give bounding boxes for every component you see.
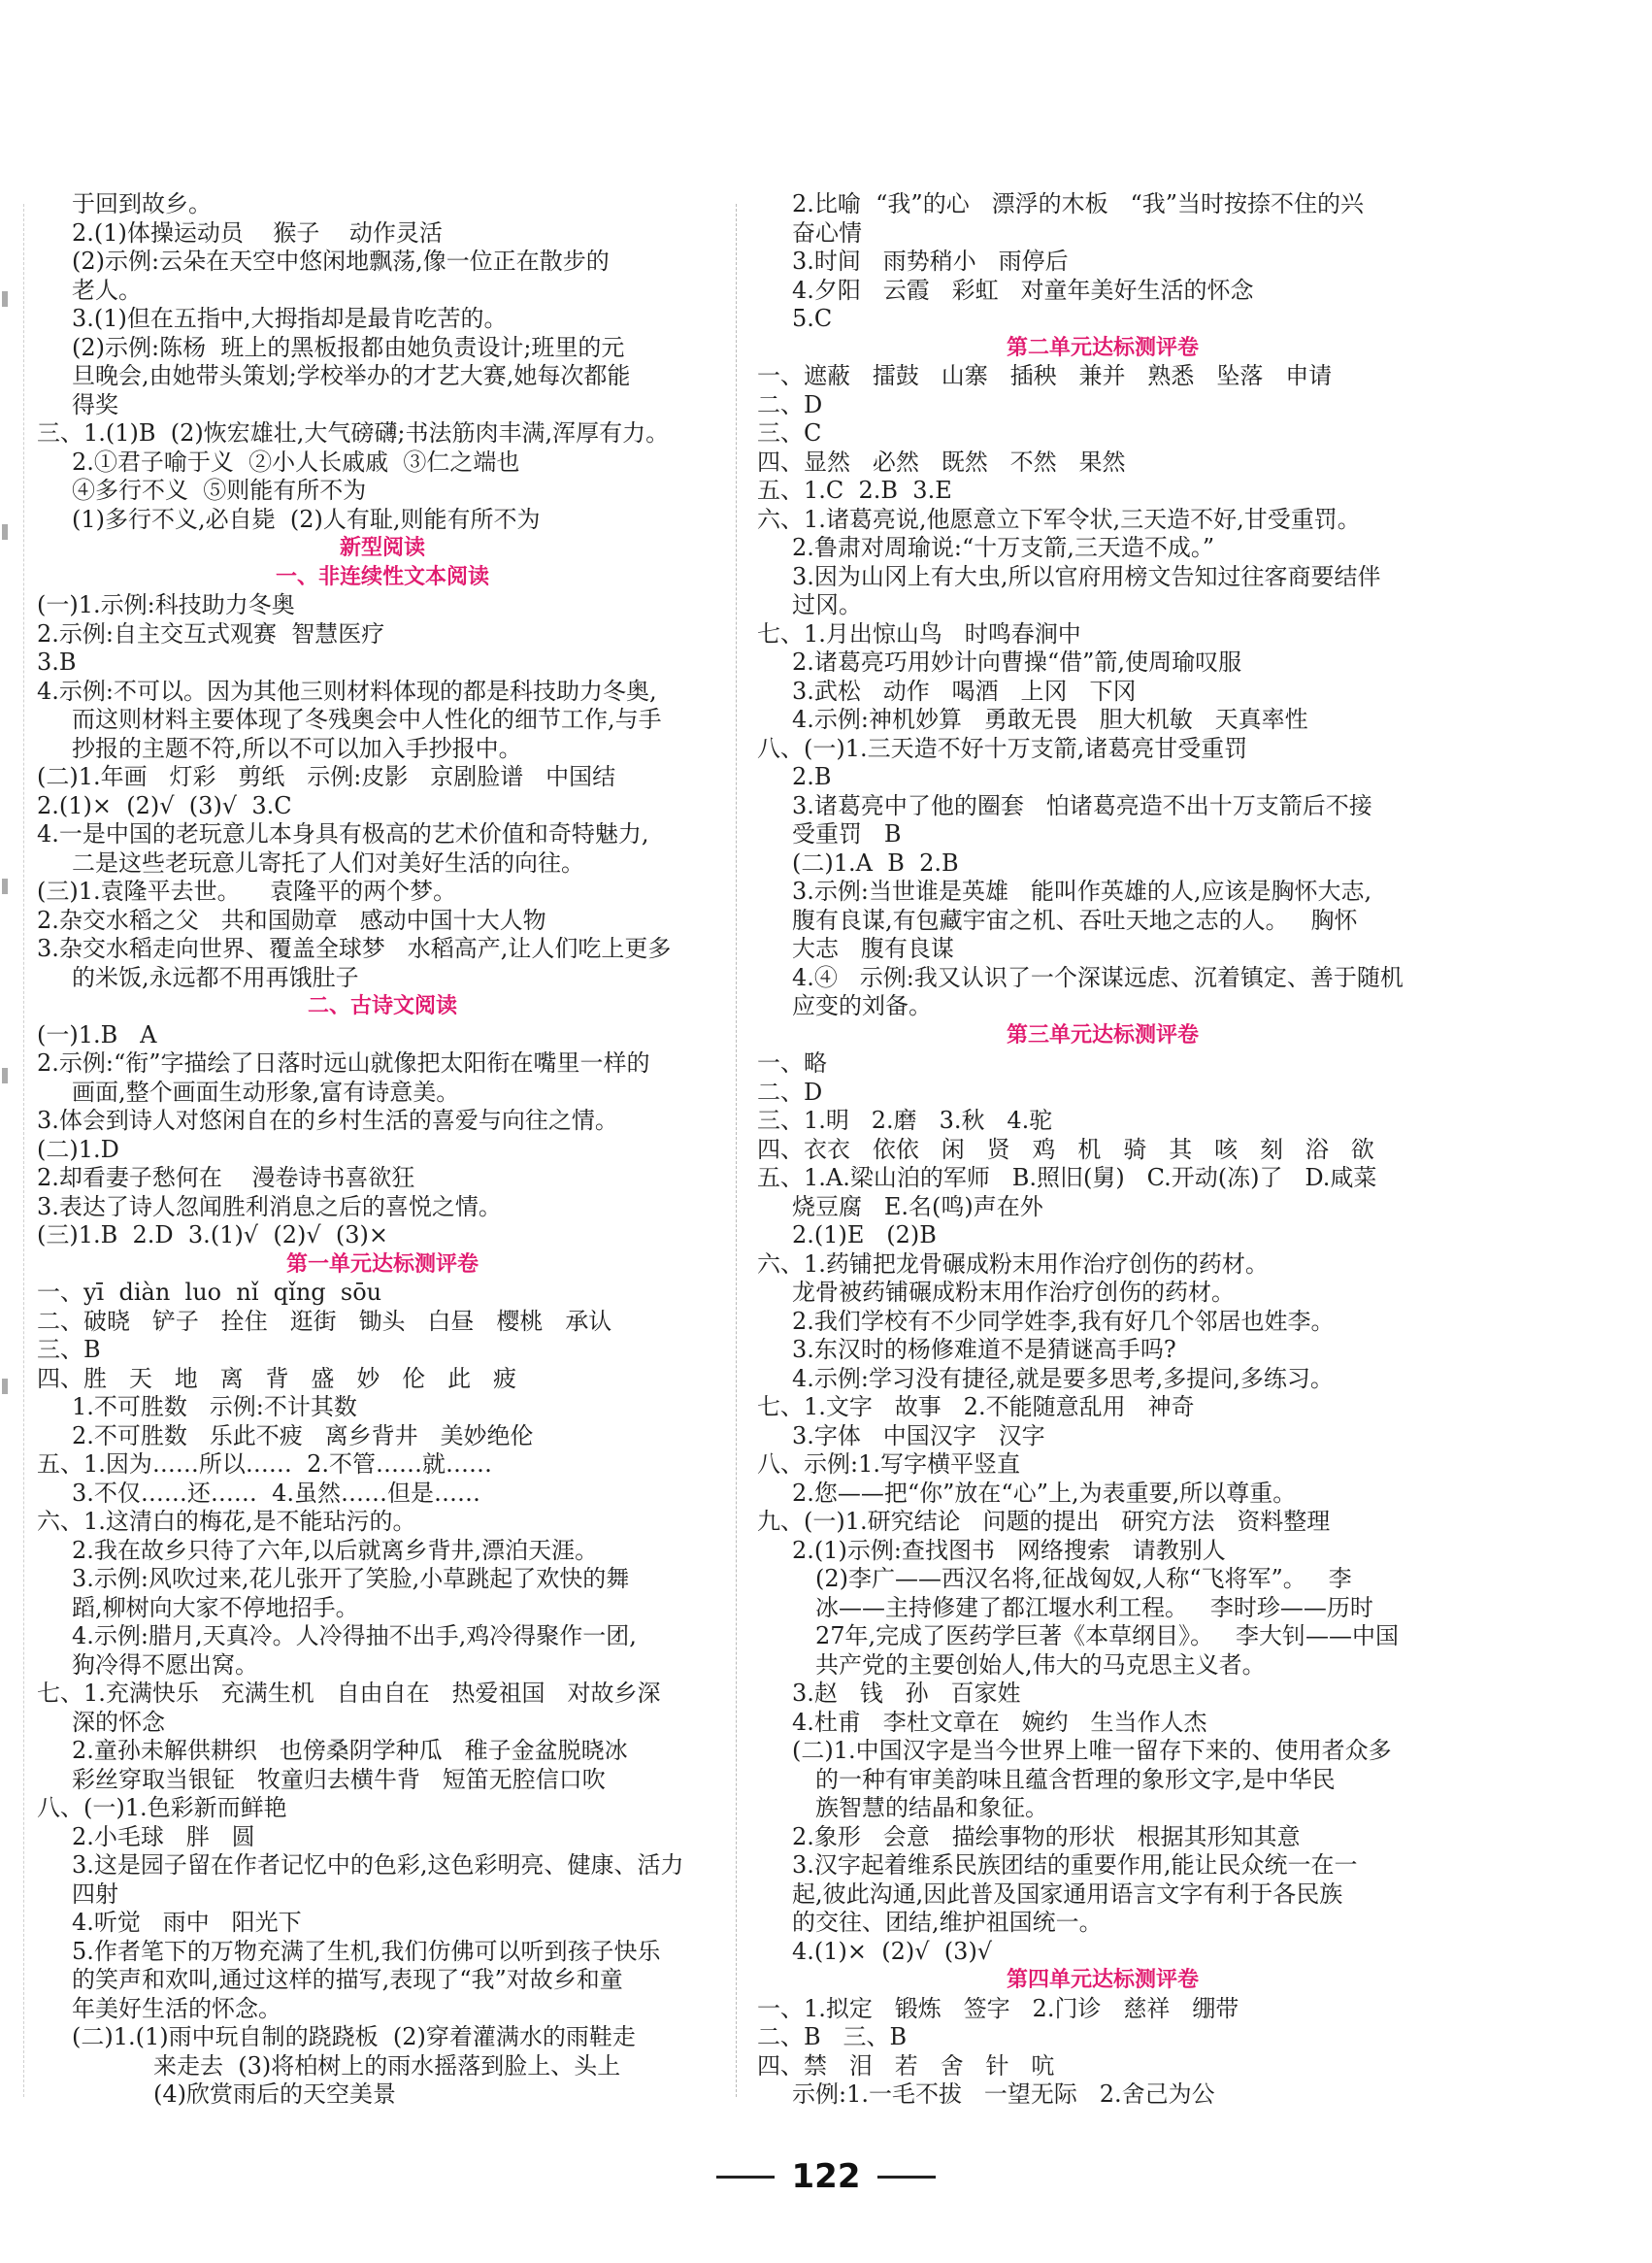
answer-line: 2.诸葛亮巧用妙计向曹操“借”箭,使周瑜叹服 xyxy=(792,649,1242,676)
answer-line: (二)1.中国汉字是当今世界上唯一留存下来的、使用者众多 xyxy=(792,1737,1392,1764)
answer-line: 2.(1)示例:查找图书 网络搜索 请教别人 xyxy=(792,1536,1226,1564)
answer-line: 二、D xyxy=(757,390,823,418)
answer-line: 3.示例:风吹过来,花儿张开了笑脸,小草跳起了欢快的舞 xyxy=(72,1565,630,1592)
answer-line: 2.童孙未解供耕织 也傍桑阴学种瓜 稚子金盆脱晓冰 xyxy=(72,1737,628,1764)
answer-line: 七、1.充满快乐 充满生机 自由自在 热爱祖国 对故乡深 xyxy=(37,1680,661,1707)
answer-line: 七、1.月出惊山鸟 时鸣春涧中 xyxy=(757,619,1081,648)
answer-line: 3.示例:当世谁是英雄 能叫作英雄的人,应该是胸怀大志, xyxy=(792,878,1372,905)
answer-line: 3.字体 中国汉字 汉字 xyxy=(792,1421,1045,1449)
answer-line: (二)1.(1)雨中玩自制的跷跷板 (2)穿着灌满水的雨鞋走 xyxy=(72,2023,636,2050)
answer-line: 2.却看妻子愁何在 漫卷诗书喜欲狂 xyxy=(37,1164,415,1191)
answer-line: 八、示例:1.写字横平竖直 xyxy=(757,1450,1020,1478)
answer-line: 3.这是园子留在作者记忆中的色彩,这色彩明亮、健康、活力 xyxy=(72,1851,684,1879)
answer-line: (三)1.B 2.D 3.(1)√ (2)√ (3)× xyxy=(37,1221,389,1248)
answer-line: 2.鲁肃对周瑜说:“十万支箭,三天造不成。” xyxy=(792,534,1215,561)
answer-line: 3.体会到诗人对悠闲自在的乡村生活的喜爱与向往之情。 xyxy=(37,1107,618,1134)
answer-line: 3.因为山冈上有大虫,所以官府用榜文告知过往客商要结伴 xyxy=(792,562,1381,590)
answer-line: 应变的刘备。 xyxy=(792,992,932,1019)
answer-line: 3.B xyxy=(37,649,77,676)
answer-line: (三)1.袁隆平去世。 袁隆平的两个梦。 xyxy=(37,878,457,905)
answer-line: (二)1.年画 灯彩 剪纸 示例:皮影 京剧脸谱 中国结 xyxy=(37,763,616,790)
answer-line: 2.示例:“衔”字描绘了日落时远山就像把太阳衔在嘴里一样的 xyxy=(37,1049,650,1077)
answer-line: 六、1.这清白的梅花,是不能玷污的。 xyxy=(37,1508,416,1535)
answer-line: 五、1.C 2.B 3.E xyxy=(757,477,952,504)
answer-line: 过冈。 xyxy=(792,591,862,618)
answer-line: 4.夕阳 云霞 彩虹 对童年美好生活的怀念 xyxy=(792,276,1254,304)
answer-line: 3.杂交水稻走向世界、覆盖全球梦 水稻高产,让人们吃上更多 xyxy=(37,935,672,962)
answer-line: 3.不仅……还…… 4.虽然……但是…… xyxy=(72,1479,481,1507)
section-heading: 第一单元达标测评卷 xyxy=(285,1251,479,1277)
answer-line: 2.杂交水稻之父 共和国勋章 感动中国十大人物 xyxy=(37,906,546,934)
section-heading: 新型阅读 xyxy=(339,536,425,560)
answer-line: 3.汉字起着维系民族团结的重要作用,能让民众统一在一 xyxy=(792,1851,1358,1879)
page-footer xyxy=(0,2157,1652,2196)
margin-rule xyxy=(23,204,24,2097)
answer-line: 得奖 xyxy=(72,390,118,418)
answer-line: 彩丝穿取当银钲 牧童归去横牛背 短笛无腔信口吹 xyxy=(72,1765,606,1793)
answer-line: 六、1.诸葛亮说,他愿意立下军令状,三天造不好,甘受重罚。 xyxy=(757,505,1361,533)
answer-line: (一)1.B A xyxy=(37,1020,157,1048)
answer-line: (二)1.D xyxy=(37,1135,119,1163)
answer-line: 4.示例:腊月,天真冷。人冷得抽不出手,鸡冷得聚作一团, xyxy=(72,1622,637,1649)
answer-line: 四、显然 必然 既然 不然 果然 xyxy=(757,448,1126,476)
answer-line: ④多行不义 ⑤则能有所不为 xyxy=(72,477,367,504)
answer-line: 的笑声和欢叫,通过这样的描写,表现了“我”对故乡和童 xyxy=(72,1966,623,1993)
answer-line: 4.示例:神机妙算 勇敢无畏 胆大机敏 天真率性 xyxy=(792,706,1308,733)
answer-line: 八、(一)1.色彩新而鲜艳 xyxy=(37,1794,287,1821)
answer-line: 七、1.文字 故事 2.不能随意乱用 神奇 xyxy=(757,1393,1195,1420)
answer-line: 的米饭,永远都不用再饿肚子 xyxy=(72,963,359,991)
answer-line: 2.不可胜数 乐此不疲 离乡背井 美妙绝伦 xyxy=(72,1421,534,1449)
answer-line: 1.不可胜数 示例:不计其数 xyxy=(72,1393,357,1420)
answer-line: 二、B 三、B xyxy=(757,2023,908,2050)
answer-line: 蹈,柳树向大家不停地招手。 xyxy=(72,1593,359,1621)
answer-line: 老人。 xyxy=(72,276,142,304)
answer-line: 3.诸葛亮中了他的圈套 怕诸葛亮造不出十万支箭后不接 xyxy=(792,791,1372,819)
answer-line: 三、1.(1)B (2)恢宏雄壮,大气磅礴;书法筋肉丰满,浑厚有力。 xyxy=(37,419,670,447)
section-heading: 二、古诗文阅读 xyxy=(307,994,457,1018)
section-heading: 一、非连续性文本阅读 xyxy=(275,564,489,589)
scan-mark xyxy=(2,291,8,307)
answer-line: 的一种有审美韵味且蕴含哲理的象形文字,是中华民 xyxy=(815,1765,1336,1793)
answer-line: 五、1.因为……所以…… 2.不管……就…… xyxy=(37,1450,493,1478)
answer-line: 九、(一)1.研究结论 问题的提出 研究方法 资料整理 xyxy=(757,1508,1331,1535)
answer-line: 二、破晓 铲子 拴住 逛街 锄头 白昼 樱桃 承认 xyxy=(37,1307,612,1335)
answer-line: 四、衣衣 依依 闲 贤 鸡 机 骑 其 咳 刻 浴 欲 xyxy=(757,1135,1374,1163)
answer-line: 受重罚 B xyxy=(792,820,902,848)
answer-line: (2)示例:陈杨 班上的黑板报都由她负责设计;班里的元 xyxy=(72,333,625,361)
column-divider xyxy=(736,204,737,2097)
answer-line: 4.示例:学习没有捷径,就是要多思考,多提问,多练习。 xyxy=(792,1364,1334,1392)
answer-line: 4.一是中国的老玩意儿本身具有极高的艺术价值和奇特魅力, xyxy=(37,820,649,848)
scan-mark xyxy=(2,524,8,540)
answer-line: 来走去 (3)将柏树上的雨水摇落到脸上、头上 xyxy=(153,2051,621,2080)
answer-line: 一、遮蔽 擂鼓 山寨 插秧 兼并 熟悉 坠落 申请 xyxy=(757,362,1333,389)
answer-line: 二、D xyxy=(757,1078,823,1106)
answer-line: 画面,整个画面生动形象,富有诗意美。 xyxy=(72,1078,460,1106)
answer-line: 腹有良谋,有包藏宇宙之机、吞吐天地之志的人。 胸怀 xyxy=(792,906,1358,934)
answer-line: 2.(1)体操运动员 猴子 动作灵活 xyxy=(72,218,443,247)
answer-line: (1)多行不义,必自毙 (2)人有耻,则能有所不为 xyxy=(72,505,541,533)
answer-line: 六、1.药铺把龙骨碾成粉末用作治疗创伤的药材。 xyxy=(757,1249,1269,1278)
answer-line: 4.④ 示例:我又认识了一个深谋远虑、沉着镇定、善于随机 xyxy=(792,963,1404,991)
answer-line: (二)1.A B 2.B xyxy=(792,849,959,877)
answer-column-left xyxy=(37,190,728,2110)
answer-line: 烧豆腐 E.名(鸣)声在外 xyxy=(792,1192,1043,1220)
answer-line: 5.C xyxy=(792,305,833,332)
answer-line: 奋心情 xyxy=(792,218,862,247)
section-heading: 第四单元达标测评卷 xyxy=(1006,1968,1199,1992)
answer-line: 年美好生活的怀念。 xyxy=(72,1994,281,2022)
answer-line: 狗冷得不愿出窝。 xyxy=(72,1650,258,1679)
answer-line: 5.作者笔下的万物充满了生机,我们仿佛可以听到孩子快乐 xyxy=(72,1937,661,1965)
scan-mark xyxy=(2,879,8,894)
answer-column-right xyxy=(757,190,1448,2110)
answer-line: (2)李广——西汉名将,征战匈奴,人称“飞将军”。 李 xyxy=(815,1565,1352,1592)
answer-line: 2.①君子喻于义 ②小人长戚戚 ③仁之端也 xyxy=(72,448,520,476)
answer-line: 2.象形 会意 描绘事物的形状 根据其形知其意 xyxy=(792,1822,1301,1850)
answer-line: 的交往、团结,维护祖国统一。 xyxy=(792,1909,1103,1936)
answer-line: 3.武松 动作 喝酒 上冈 下冈 xyxy=(792,677,1137,705)
answer-line: 3.赵 钱 孙 百家姓 xyxy=(792,1680,1021,1707)
answer-line: 大志 腹有良谋 xyxy=(792,935,954,962)
answer-line: 三、B xyxy=(37,1336,101,1363)
answer-line: 四、胜 天 地 离 背 盛 妙 伦 此 疲 xyxy=(37,1364,516,1392)
answer-line: (一)1.示例:科技助力冬奥 xyxy=(37,591,295,618)
answer-line: 族智慧的结晶和象征。 xyxy=(815,1794,1048,1821)
answer-line: 27年,完成了医药学巨著《本草纲目》。 李大钊——中国 xyxy=(815,1622,1400,1649)
answer-line: 4.杜甫 李杜文章在 婉约 生当作人杰 xyxy=(792,1708,1207,1736)
page-number xyxy=(716,2157,937,2196)
answer-line: 深的怀念 xyxy=(72,1708,165,1736)
answer-line: 2.示例:自主交互式观赛 智慧医疗 xyxy=(37,619,385,648)
answer-line: 二是这些老玩意儿寄托了人们对美好生活的向往。 xyxy=(72,849,584,877)
section-heading: 第二单元达标测评卷 xyxy=(1006,335,1199,360)
answer-line: 3.时间 雨势稍小 雨停后 xyxy=(792,248,1069,275)
answer-line: 2.(1)E (2)B xyxy=(792,1221,937,1248)
answer-line: 2.您——把“你”放在“心”上,为表重要,所以尊重。 xyxy=(792,1479,1297,1507)
answer-line: 3.(1)但在五指中,大拇指却是最肯吃苦的。 xyxy=(72,305,508,332)
answer-line: 抄报的主题不符,所以不可以加入手抄报中。 xyxy=(72,734,522,762)
answer-line: 共产党的主要创始人,伟大的马克思主义者。 xyxy=(815,1650,1266,1679)
answer-line: 而这则材料主要体现了冬残奥会中人性化的细节工作,与手 xyxy=(72,706,662,733)
answer-line: 4.听觉 雨中 阳光下 xyxy=(72,1909,302,1936)
page-number-dash-left xyxy=(716,2176,775,2179)
answer-line: 冰——主持修建了都江堰水利工程。 李时珍——历时 xyxy=(815,1593,1373,1621)
answer-line: 三、C xyxy=(757,419,822,447)
answer-line: 五、1.A.梁山泊的军师 B.照旧(舅) C.开动(冻)了 D.咸菜 xyxy=(757,1164,1377,1191)
answer-line: 旦晚会,由她带头策划;学校举办的才艺大赛,她每次都能 xyxy=(72,362,631,389)
page-number-text: 122 xyxy=(791,2157,861,2196)
answer-line: 于回到故乡。 xyxy=(72,190,212,217)
answer-line: 起,彼此沟通,因此普及国家通用语言文字有利于各民族 xyxy=(792,1880,1343,1908)
answer-line: 2.我在故乡只待了六年,以后就离乡背井,漂泊天涯。 xyxy=(72,1536,599,1564)
answer-line: 2.B xyxy=(792,763,832,790)
answer-line: 龙骨被药铺碾成粉末用作治疗创伤的药材。 xyxy=(792,1279,1235,1306)
answer-line: 2.(1)× (2)√ (3)√ 3.C xyxy=(37,791,292,819)
answer-line: 4.示例:不可以。因为其他三则材料体现的都是科技助力冬奥, xyxy=(37,677,657,705)
answer-line: 一、yī diàn luo nǐ qǐng sōu xyxy=(37,1279,382,1306)
answer-line: 三、1.明 2.磨 3.秋 4.驼 xyxy=(757,1107,1053,1134)
answer-line: 2.我们学校有不少同学姓李,我有好几个邻居也姓李。 xyxy=(792,1307,1335,1335)
answer-line: 八、(一)1.三天造不好十万支箭,诸葛亮甘受重罚 xyxy=(757,734,1248,762)
answer-line: 示例:1.一毛不拔 一望无际 2.舍己为公 xyxy=(792,2080,1215,2108)
answer-line: 四、禁 泪 若 舍 针 吭 xyxy=(757,2051,1055,2080)
scan-mark xyxy=(2,1068,8,1083)
answer-line: (4)欣赏雨后的天空美景 xyxy=(153,2080,396,2108)
answer-line: 4.(1)× (2)√ (3)√ xyxy=(792,1937,993,1965)
answer-line: 一、略 xyxy=(757,1049,827,1077)
scan-mark xyxy=(2,1379,8,1394)
answer-line: 2.比喻 “我”的心 漂浮的木板 “我”当时按捺不住的兴 xyxy=(792,190,1365,217)
answer-line: 四射 xyxy=(72,1880,118,1908)
answer-line: 一、1.拟定 锻炼 签字 2.门诊 慈祥 绷带 xyxy=(757,1994,1239,2022)
answer-line: 3.表达了诗人忽闻胜利消息之后的喜悦之情。 xyxy=(37,1192,502,1220)
page-number-dash-right xyxy=(877,2176,936,2179)
answer-line: 2.小毛球 胖 圆 xyxy=(72,1822,255,1850)
answer-line: 3.东汉时的杨修难道不是猜谜高手吗? xyxy=(792,1336,1176,1363)
section-heading: 第三单元达标测评卷 xyxy=(1006,1022,1199,1048)
answer-line: (2)示例:云朵在天空中悠闲地飘荡,像一位正在散步的 xyxy=(72,248,610,275)
